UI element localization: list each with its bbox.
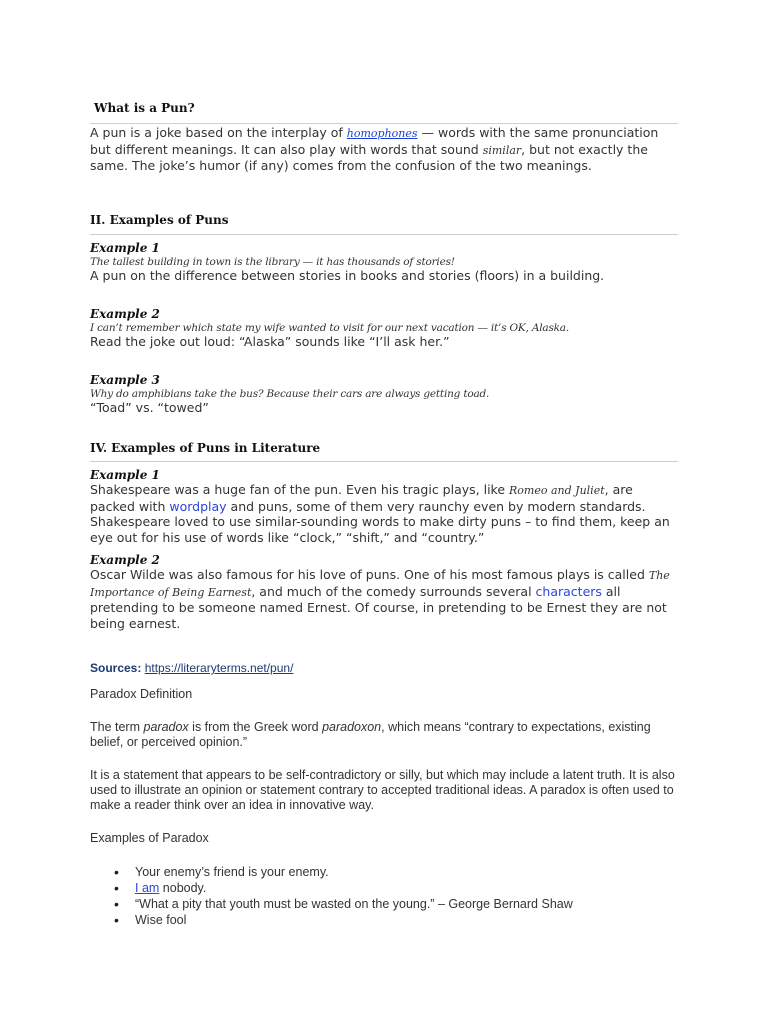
paradox-examples-list <box>90 864 680 928</box>
examples-heading: II. Examples of Puns <box>90 213 229 227</box>
sources-link[interactable]: https://literaryterms.net/pun/ <box>144 661 294 675</box>
divider <box>90 234 678 235</box>
list-item: • “What a pity that youth must be wasted on the young.” – George Bernard Shaw <box>90 896 680 912</box>
example-2 <box>90 307 680 350</box>
example-title: Example 2 <box>90 553 160 567</box>
paradox-paragraph-1: The term paradox is from the Greek word paradoxon, which means “contrary to expectations, existing belief, or perceived opinion.” <box>90 720 651 749</box>
list-item: • Your enemy’s friend is your enemy. <box>90 864 680 880</box>
example-note: Read the joke out loud: “Alaska” sounds like “I’ll ask her.” <box>90 334 450 349</box>
i-am-link[interactable]: I am <box>135 881 160 895</box>
homophones-link[interactable]: homophones <box>346 127 418 140</box>
list-item: • I am nobody. <box>90 880 680 896</box>
sources-label: Sources: <box>90 661 145 675</box>
paradox-title: Paradox Definition <box>90 687 193 701</box>
example-quote: Why do amphibians take the bus? Because their cars are always getting toad. <box>90 388 490 400</box>
example-note: “Toad” vs. “towed” <box>90 400 209 415</box>
pun-definition: A pun is a joke based on the interplay of homophones — words with the same pronunciation but different meanings. It can also play with words that sound similar, but not exactly the same. The joke’s humor (if any) comes from the confusion of the two meanings. <box>90 125 659 173</box>
example-quote: I can’t remember which state my wife wanted to visit for our next vacation — it’s OK, Alaska. <box>90 322 569 334</box>
example-body: Oscar Wilde was also famous for his love of puns. One of his most famous plays is called The Importance of Being Earnest, and much of the comedy surrounds several characters all pretending to be someone named Ernest. Of course, in pretending to be Ernest they are not being earnest. <box>90 567 670 631</box>
divider <box>90 123 678 124</box>
divider <box>90 461 678 462</box>
wordplay-link[interactable]: wordplay <box>169 498 227 514</box>
characters-link[interactable]: characters <box>535 583 602 599</box>
example-title: Example 3 <box>90 373 160 387</box>
example-quote: The tallest building in town is the library — it has thousands of stories! <box>90 256 455 268</box>
example-note: A pun on the difference between stories in books and stories (floors) in a building. <box>90 268 605 283</box>
literature-heading: IV. Examples of Puns in Literature <box>90 441 321 455</box>
example-1 <box>90 241 680 284</box>
sources <box>90 661 680 676</box>
literature-example-1 <box>90 468 680 545</box>
paradox-examples-title: Examples of Paradox <box>90 831 209 845</box>
example-title: Example 1 <box>90 468 160 482</box>
literature-example-2 <box>90 553 680 631</box>
example-body: Shakespeare was a huge fan of the pun. Even his tragic plays, like Romeo and Juliet, are packed with wordplay and puns, some of them very raunchy even by modern standards. Shakespeare loved to use similar-sounding words to make dirty puns – to find them, keep an eye out for his use of words like “clock,” “shift,” and “country.” <box>90 482 670 545</box>
example-title: Example 2 <box>90 307 160 321</box>
list-item: • Wise fool <box>90 912 680 928</box>
paradox-paragraph-2: It is a statement that appears to be self-contradictory or silly, but which may include a latent truth. It is also used to illustrate an opinion or statement contrary to accepted traditional ideas. A paradox is often used to make a reader think over an idea in innovative way. <box>90 768 675 812</box>
example-3 <box>90 373 680 416</box>
example-title: Example 1 <box>90 241 160 255</box>
pun-title: What is a Pun? <box>94 101 195 115</box>
